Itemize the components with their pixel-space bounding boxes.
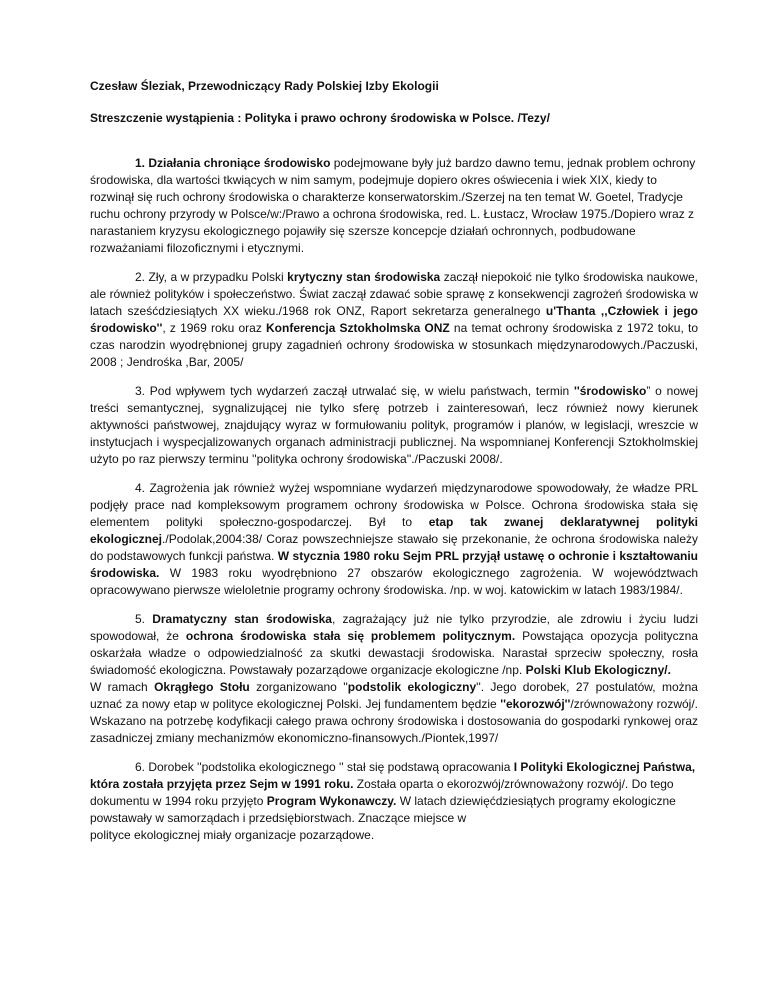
paragraph-4-text-1: 4. Zagrożenia jak również wyżej wspomniane wydarzeń międzynarodowe spowodowały, że władze PRL podjęły prace nad kompleksowym programem ochrony środowiska w Polsce. Ochrona środowiska stała się elementem polityki społeczno-gospodarczej. Był to <box>90 481 698 529</box>
paragraph-5-bold-1: Dramatyczny stan środowiska <box>152 612 332 626</box>
document-subtitle: Streszczenie wystąpienia : Polityka i prawo ochrony środowiska w Polsce. /Tezy/ <box>90 111 550 125</box>
paragraph-2-text-1: 2. Zły, a w przypadku Polski <box>135 270 288 284</box>
paragraph-5b-bold-1: Okrągłego Stołu <box>154 680 250 694</box>
paragraph-6-bold-2: Program Wykonawczy. <box>266 794 397 808</box>
paragraph-4-bold-2: W stycznia 1980 roku Sejm PRL przyjął ustawę o ochronie i kształtowaniu środowiska. <box>90 549 699 580</box>
paragraph-2-bold-1: krytyczny stan środowiska <box>287 270 441 284</box>
paragraph-2-text-4: na temat ochrony środowiska z 1972 toku, to czas narodzin wyodrębnionej grupy zagadnień ochrony środowiska w stosunkach międzynarodowych./Paczuski, 2008 ; Jendrośka ,Bar, 2005/ <box>90 321 698 369</box>
paragraph-1-text-1: podejmowane były już bardzo dawno temu, jednak problem ochrony środowiska, dla wartości tkwiących w nim samym, podejmuje dopiero okres oświecenia i wiek XIX, kiedy to rozwinął się ruch ochrony środowiska o charakterze konserwatorskim./Szerzej na ten temat W. Goetel, Tradycje ruchu ochrony przyrody w Polsce/w:/Prawo a ochrona środowiska, red. L. Łustacz, Wrocław 1975./Dopiero wraz z narastaniem kryzysu ekologicznego pojawiły się szersze koncepcje działań ochronnych, podbudowane rozważaniami filozoficznymi i etycznymi. <box>90 156 696 255</box>
paragraph-4-bold-1: etap tak zwanej deklaratywnej polityki ekologicznej <box>90 515 698 546</box>
paragraph-5 <box>90 611 698 679</box>
author-line: Czesław Śleziak, Przewodniczący Rady Polskiej Izby Ekologii <box>90 79 439 93</box>
paragraph-1-bold-1: 1. Działania chroniące środowisko <box>135 156 331 170</box>
paragraph-5b-text-2: zorganizowano '' <box>249 680 348 694</box>
paragraph-5-text-1: 5. <box>135 612 153 626</box>
paragraph-6 <box>90 759 698 844</box>
paragraph-5-bold-3: Polski Klub Ekologiczny/. <box>525 663 671 677</box>
paragraph-1 <box>90 155 698 257</box>
paragraph-5b-bold-3: ''ekorozwój'' <box>500 697 571 711</box>
paragraph-2-bold-2: u'Thanta ,,Człowiek i jego środowisko'' <box>90 304 698 335</box>
paragraph-5-bold-2: ochrona środowiska stała się problemem politycznym. <box>185 629 516 643</box>
paragraph-5-continued <box>90 679 698 747</box>
paragraph-5b-bold-2: podstolik ekologiczny <box>347 680 477 694</box>
paragraph-3-bold-1: ''środowisko <box>574 384 647 398</box>
paragraph-2-bold-3: Konferencja Sztokholmska ONZ <box>266 321 450 335</box>
paragraph-6-text-2: Została oparta o ekorozwój/zrównoważony rozwój/. Do tego dokumentu w 1994 roku przyjęto <box>90 777 674 808</box>
paragraph-5-text-2: , zagrażający już nie tylko przyrodzie, ale zdrowiu i życiu ludzi spowodował, że <box>90 612 698 643</box>
paragraph-3 <box>90 383 698 468</box>
paragraph-3-text-2: ” o nowej treści semantycznej, sygnalizującej nie tylko sferę potrzeb i zainteresowań, lecz również nowy kierunek aktywności państwowej, znajdujący wyraz w formułowaniu polityk, programów i planów, w legislacji, wreszcie w instytucjach i wyspecjalizowanych organach administracji publicznej. Na wspomnianej Konferencji Sztokholmskiej użyto po raz pierwszy terminu ''polityka ochrony środowiska''./Paczuski 2008/. <box>90 384 698 466</box>
paragraph-6-text-3: W latach dziewięćdziesiątych programy ekologiczne powstawały w samorządach i przedsiębiorstwach. Znaczące miejsce w <box>90 794 676 825</box>
paragraph-5-text-3: Powstająca opozycja polityczna oskarżała władze o odpowiedzialność za skutki dewastacji środowiska. Narastał sprzeciw społeczny, rosła świadomość ekologiczna. Powstawały pozarządowe organizacje ekologiczne /np. <box>90 629 699 677</box>
paragraph-6-text-1: 6. Dorobek ''podstolika ekologicznego '' stał się podstawą opracowania <box>135 760 514 774</box>
paragraph-4-text-3: W 1983 roku wyodrębniono 27 obszarów ekologicznego zagrożenia. W województwach opracowywano pierwsze wieloletnie programy ochrony środowiska. /np. w woj. katowickim w latach 1983/1984/. <box>90 566 698 597</box>
paragraph-5b-text-1: W ramach <box>90 680 155 694</box>
paragraph-2-text-2: zaczął niepokoić nie tylko środowiska naukowe, ale również polityków i społeczeństwo. Świat zaczął zdawać sobie sprawę z konsekwencji zagrożeń środowiska w latach sześćdziesiątych XX wieku./1968 rok ONZ, Raport sekretarza generalnego <box>90 270 698 318</box>
paragraph-6-bold-1: I Polityki Ekologicznej Państwa, która została przyjęta przez Sejm w 1991 roku. <box>90 760 696 791</box>
paragraph-5b-text-3: ''. Jego dorobek, 27 postulatów, można uznać za nowy etap w polityce ekologicznej Polski. Jej fundamentem będzie <box>90 680 698 711</box>
paragraph-2 <box>90 269 698 371</box>
paragraph-2-text-3: , z 1969 roku oraz <box>162 321 267 335</box>
paragraph-6-text-4: polityce ekologicznej miały organizacje pozarządowe. <box>90 828 375 842</box>
paragraph-4-text-2: ./Podolak,2004:38/ Coraz powszechniejsze stawało się przekonanie, że ochrona środowiska należy do podstawowych funkcji państwa. <box>90 532 698 563</box>
paragraph-4 <box>90 480 698 599</box>
paragraph-5b-text-4: /zrównoważony rozwój/. Wskazano na potrzebę kodyfikacji całego prawa ochrony środowiska i dostosowania do gospodarki rynkowej oraz zasadniczej zmiany mechanizmów ekonomiczno-finansowych./Piontek,1997/ <box>90 697 698 745</box>
paragraph-3-text-1: 3. Pod wpływem tych wydarzeń zaczął utrwalać się, w wielu państwach, termin <box>135 384 574 398</box>
